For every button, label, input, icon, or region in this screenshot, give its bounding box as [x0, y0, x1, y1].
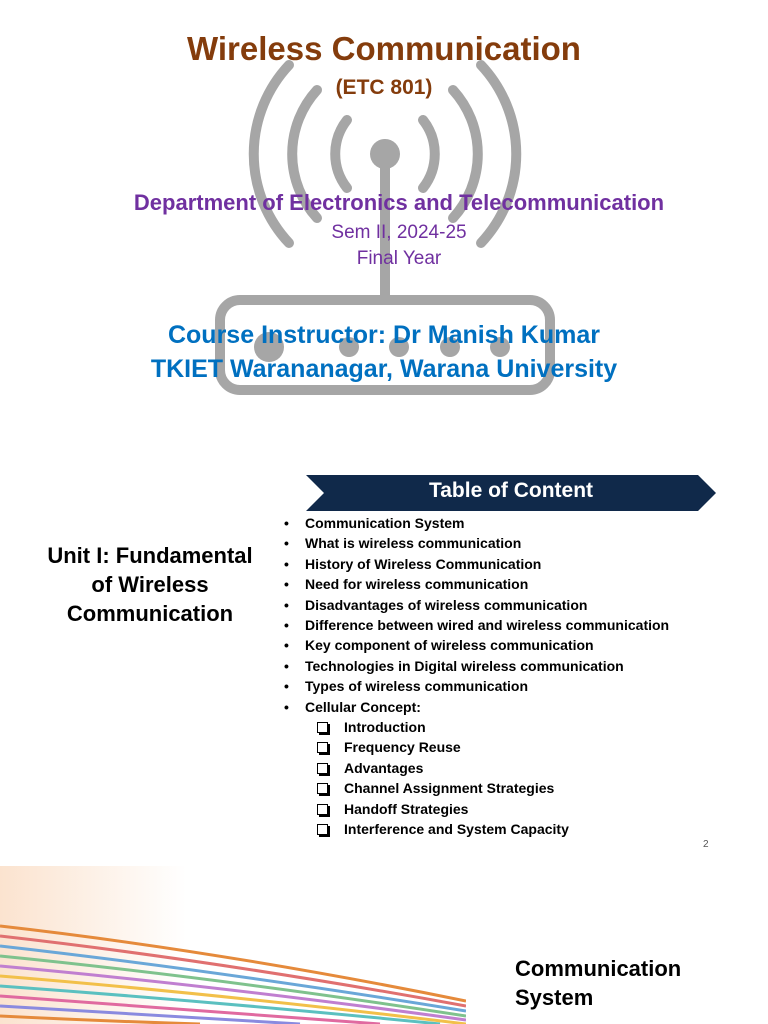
- semester-text: Sem II, 2024-25: [331, 222, 467, 243]
- institute-name: TKIET Warananagar, Warana University: [150, 355, 618, 383]
- toc-item: • Disadvantages of wireless communication: [284, 596, 684, 614]
- toc-sub-item-label: Handoff Strategies: [344, 800, 469, 817]
- slide-title: Wireless Communication: [187, 30, 581, 67]
- toc-sub-item-label: Advantages: [344, 759, 424, 776]
- checkbox-bullet-icon: [317, 722, 328, 733]
- toc-sub-item-label: Frequency Reuse: [344, 739, 461, 756]
- toc-sub-item-label: Interference and System Capacity: [344, 821, 569, 838]
- toc-sub-item: [317, 738, 684, 756]
- toc-sub-item: [317, 779, 684, 797]
- toc-item: • Difference between wired and wireless communication: [284, 616, 684, 634]
- toc-list: [284, 514, 684, 841]
- department-name: Department of Electronics and Telecommunication: [133, 190, 665, 215]
- checkbox-bullet-icon: [317, 783, 328, 794]
- toc-sub-item: [317, 718, 684, 736]
- toc-item: • Need for wireless communication: [284, 575, 684, 593]
- page-number: 2: [703, 839, 709, 850]
- checkbox-bullet-icon: [317, 742, 328, 753]
- toc-title: Table of Content: [428, 479, 594, 502]
- year-text: Final Year: [356, 248, 442, 269]
- toc-item: • Communication System: [284, 514, 684, 532]
- toc-sub-item: [317, 759, 684, 777]
- toc-sub-item: [317, 820, 684, 838]
- toc-sub-item-label: Introduction: [344, 718, 426, 735]
- toc-sub-item-label: Channel Assignment Strategies: [344, 780, 555, 797]
- toc-item: • What is wireless communication: [284, 534, 684, 552]
- toc-item: • Types of wireless communication: [284, 677, 684, 695]
- toc-item: • Technologies in Digital wireless communication: [284, 657, 684, 675]
- section-title: Communication System: [515, 956, 682, 1010]
- toc-item-cellular: [284, 698, 684, 839]
- unit-title: Unit I: Fundamental of Wireless Communication: [47, 543, 253, 626]
- toc-slide: [0, 456, 768, 866]
- toc-item: • History of Wireless Communication: [284, 555, 684, 573]
- toc-sub-item: [317, 800, 684, 818]
- fiber-cables-image: [0, 866, 466, 1024]
- toc-sub-list: [317, 718, 684, 839]
- checkbox-bullet-icon: [317, 804, 328, 815]
- toc-item-label: Cellular Concept:: [305, 698, 421, 715]
- checkbox-bullet-icon: [317, 763, 328, 774]
- title-slide: [0, 0, 768, 456]
- course-code: (ETC 801): [335, 76, 433, 99]
- section-slide: [0, 866, 768, 1024]
- checkbox-bullet-icon: [317, 824, 328, 835]
- instructor-name: Course Instructor: Dr Manish Kumar: [167, 321, 600, 349]
- toc-item: • Key component of wireless communication: [284, 636, 684, 654]
